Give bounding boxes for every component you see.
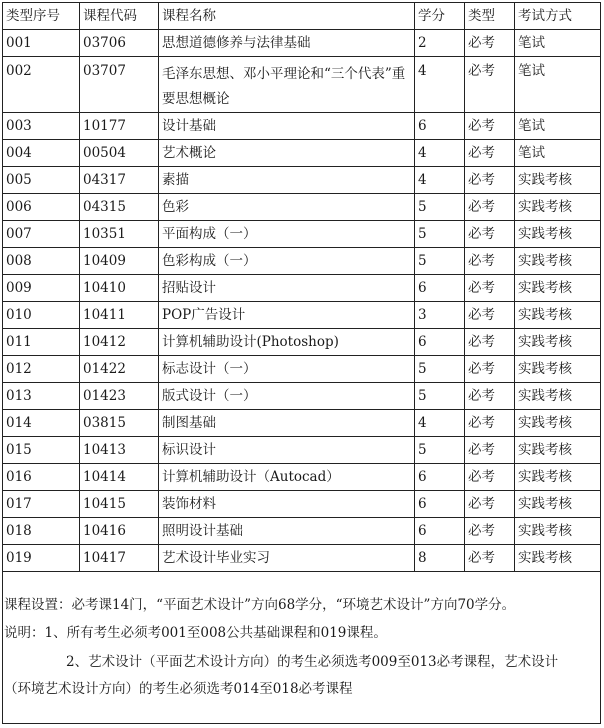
cell-exam-method: 笔试 xyxy=(515,57,601,113)
cell-exam-method: 实践考核 xyxy=(515,167,601,194)
cell-type-no: 003 xyxy=(3,113,80,140)
cell-course-name: 招贴设计 xyxy=(159,275,415,302)
cell-course-name: 艺术概论 xyxy=(159,140,415,167)
cell-type: 必考 xyxy=(465,302,515,329)
cell-credits: 6 xyxy=(415,329,465,356)
cell-credits: 5 xyxy=(415,437,465,464)
cell-credits: 6 xyxy=(415,518,465,545)
header-type-no: 类型序号 xyxy=(3,3,80,30)
note-explanation-1: 说明：1、所有考生必须考001至008公共基础课程和019课程。 xyxy=(4,625,387,641)
cell-credits: 4 xyxy=(415,140,465,167)
cell-exam-method: 实践考核 xyxy=(515,518,601,545)
cell-exam-method: 实践考核 xyxy=(515,437,601,464)
table-row xyxy=(3,464,601,491)
cell-type: 必考 xyxy=(465,518,515,545)
cell-course-name: 计算机辅助设计（Autocad） xyxy=(159,464,415,491)
cell-exam-method: 笔试 xyxy=(515,140,601,167)
cell-credits: 5 xyxy=(415,356,465,383)
cell-credits: 6 xyxy=(415,464,465,491)
cell-course-name: 装饰材料 xyxy=(159,491,415,518)
cell-course-code: 10415 xyxy=(80,491,159,518)
cell-exam-method: 实践考核 xyxy=(515,410,601,437)
cell-course-name: 标志设计（一） xyxy=(159,356,415,383)
cell-course-name: 照明设计基础 xyxy=(159,518,415,545)
cell-type-no: 005 xyxy=(3,167,80,194)
cell-credits: 4 xyxy=(415,410,465,437)
table-header-row xyxy=(3,3,601,30)
cell-type: 必考 xyxy=(465,329,515,356)
cell-exam-method: 实践考核 xyxy=(515,248,601,275)
cell-type-no: 006 xyxy=(3,194,80,221)
cell-course-code: 10351 xyxy=(80,221,159,248)
cell-credits: 5 xyxy=(415,248,465,275)
cell-type: 必考 xyxy=(465,356,515,383)
table-row xyxy=(3,275,601,302)
cell-course-name: 素描 xyxy=(159,167,415,194)
cell-course-code: 01422 xyxy=(80,356,159,383)
note-explanation-2: 2、艺术设计（平面艺术设计方向）的考生必须选考009至013必考课程，艺术设计 xyxy=(66,654,559,670)
cell-type: 必考 xyxy=(465,30,515,57)
table-row xyxy=(3,221,601,248)
cell-course-code: 10412 xyxy=(80,329,159,356)
cell-type-no: 004 xyxy=(3,140,80,167)
cell-type: 必考 xyxy=(465,491,515,518)
cell-course-name: 思想道德修养与法律基础 xyxy=(159,30,415,57)
cell-type-no: 019 xyxy=(3,545,80,572)
table-row xyxy=(3,437,601,464)
cell-exam-method: 实践考核 xyxy=(515,383,601,410)
course-table xyxy=(2,2,601,572)
cell-course-name: 计算机辅助设计(Photoshop) xyxy=(159,329,415,356)
table-row xyxy=(3,140,601,167)
cell-exam-method: 笔试 xyxy=(515,113,601,140)
cell-type-no: 001 xyxy=(3,30,80,57)
cell-credits: 4 xyxy=(415,167,465,194)
table-row xyxy=(3,113,601,140)
table-row xyxy=(3,329,601,356)
cell-course-code: 10414 xyxy=(80,464,159,491)
cell-exam-method: 实践考核 xyxy=(515,275,601,302)
cell-course-name: 色彩 xyxy=(159,194,415,221)
cell-type-no: 014 xyxy=(3,410,80,437)
cell-credits: 5 xyxy=(415,194,465,221)
cell-type: 必考 xyxy=(465,437,515,464)
cell-course-name: 平面构成（一） xyxy=(159,221,415,248)
table-row xyxy=(3,30,601,57)
cell-course-name: POP广告设计 xyxy=(159,302,415,329)
cell-course-code: 10177 xyxy=(80,113,159,140)
header-course-code: 课程代码 xyxy=(80,3,159,30)
cell-type-no: 017 xyxy=(3,491,80,518)
cell-course-code: 10410 xyxy=(80,275,159,302)
cell-course-code: 10417 xyxy=(80,545,159,572)
table-row xyxy=(3,167,601,194)
table-row xyxy=(3,302,601,329)
cell-type: 必考 xyxy=(465,464,515,491)
header-credits: 学分 xyxy=(415,3,465,30)
cell-type-no: 010 xyxy=(3,302,80,329)
table-row xyxy=(3,57,601,113)
cell-credits: 5 xyxy=(415,221,465,248)
cell-course-code: 04317 xyxy=(80,167,159,194)
cell-course-name: 毛泽东思想、邓小平理论和“三个代表”重要思想概论 xyxy=(159,57,415,113)
cell-type: 必考 xyxy=(465,113,515,140)
cell-exam-method: 实践考核 xyxy=(515,302,601,329)
table-row xyxy=(3,518,601,545)
cell-exam-method: 实践考核 xyxy=(515,491,601,518)
cell-credits: 8 xyxy=(415,545,465,572)
cell-course-name: 色彩构成（一） xyxy=(159,248,415,275)
cell-exam-method: 实践考核 xyxy=(515,221,601,248)
cell-type: 必考 xyxy=(465,248,515,275)
cell-type: 必考 xyxy=(465,140,515,167)
table-row xyxy=(3,194,601,221)
cell-course-code: 00504 xyxy=(80,140,159,167)
cell-course-code: 10409 xyxy=(80,248,159,275)
cell-exam-method: 实践考核 xyxy=(515,464,601,491)
cell-type: 必考 xyxy=(465,167,515,194)
cell-type: 必考 xyxy=(465,194,515,221)
cell-type-no: 009 xyxy=(3,275,80,302)
table-row xyxy=(3,410,601,437)
table-row xyxy=(3,491,601,518)
cell-credits: 6 xyxy=(415,275,465,302)
table-row xyxy=(3,545,601,572)
cell-type: 必考 xyxy=(465,57,515,113)
cell-type-no: 007 xyxy=(3,221,80,248)
cell-type: 必考 xyxy=(465,410,515,437)
cell-credits: 4 xyxy=(415,57,465,113)
cell-course-code: 10416 xyxy=(80,518,159,545)
cell-type: 必考 xyxy=(465,275,515,302)
cell-course-code: 10413 xyxy=(80,437,159,464)
cell-exam-method: 实践考核 xyxy=(515,194,601,221)
cell-type-no: 008 xyxy=(3,248,80,275)
cell-course-code: 01423 xyxy=(80,383,159,410)
cell-course-name: 版式设计（一） xyxy=(159,383,415,410)
table-row xyxy=(3,356,601,383)
cell-exam-method: 实践考核 xyxy=(515,545,601,572)
cell-course-name: 设计基础 xyxy=(159,113,415,140)
table-row xyxy=(3,383,601,410)
cell-type-no: 018 xyxy=(3,518,80,545)
note-explanation-2-cont: （环境艺术设计方向）的考生必须选考014至018必考课程 xyxy=(4,681,353,697)
table-row xyxy=(3,248,601,275)
cell-course-code: 03707 xyxy=(80,57,159,113)
cell-type-no: 015 xyxy=(3,437,80,464)
cell-exam-method: 实践考核 xyxy=(515,356,601,383)
cell-type-no: 011 xyxy=(3,329,80,356)
cell-course-code: 10411 xyxy=(80,302,159,329)
header-course-name: 课程名称 xyxy=(159,3,415,30)
cell-type-no: 002 xyxy=(3,57,80,113)
cell-credits: 3 xyxy=(415,302,465,329)
cell-course-name: 艺术设计毕业实习 xyxy=(159,545,415,572)
cell-type-no: 016 xyxy=(3,464,80,491)
cell-credits: 2 xyxy=(415,30,465,57)
cell-credits: 6 xyxy=(415,491,465,518)
cell-type-no: 013 xyxy=(3,383,80,410)
header-exam-method: 考试方式 xyxy=(515,3,601,30)
cell-credits: 5 xyxy=(415,383,465,410)
note-course-setting: 课程设置：必考课14门，“平面艺术设计”方向68学分，“环境艺术设计”方向70学分。 xyxy=(4,597,516,613)
cell-type: 必考 xyxy=(465,545,515,572)
header-type: 类型 xyxy=(465,3,515,30)
cell-course-name: 制图基础 xyxy=(159,410,415,437)
cell-type-no: 012 xyxy=(3,356,80,383)
cell-credits: 6 xyxy=(415,113,465,140)
cell-course-code: 04315 xyxy=(80,194,159,221)
cell-course-name: 标识设计 xyxy=(159,437,415,464)
cell-exam-method: 实践考核 xyxy=(515,329,601,356)
cell-course-code: 03706 xyxy=(80,30,159,57)
cell-course-code: 03815 xyxy=(80,410,159,437)
cell-type: 必考 xyxy=(465,221,515,248)
cell-exam-method: 笔试 xyxy=(515,30,601,57)
cell-type: 必考 xyxy=(465,383,515,410)
